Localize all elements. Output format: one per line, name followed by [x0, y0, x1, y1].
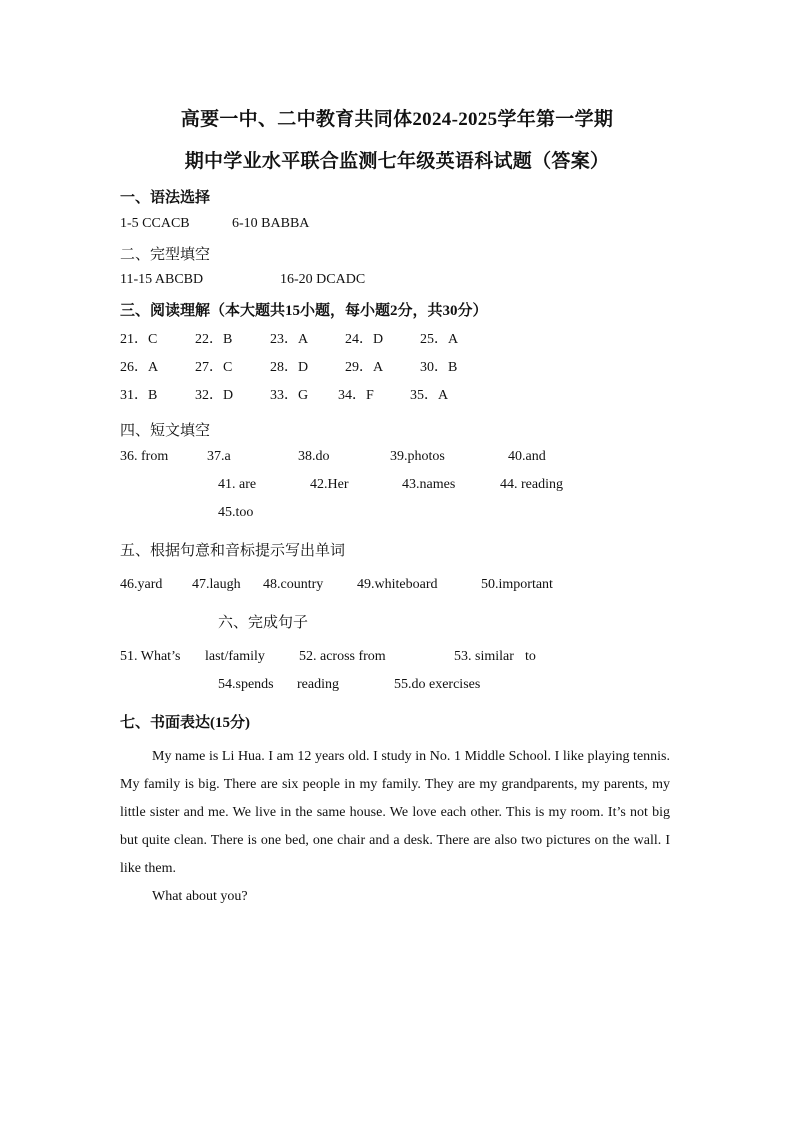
answer-item: 34．F: [338, 388, 374, 403]
answer-item: reading: [297, 677, 339, 692]
answer-group: 11-15 ABCBD: [120, 272, 204, 287]
answer-item: 49.whiteboard: [357, 577, 438, 592]
section-3-heading: 三、阅读理解（本大题共15小题，每小题2分，共30分）: [120, 303, 488, 319]
answer-item: 53. similar: [454, 649, 514, 664]
answer-item: 23．A: [270, 332, 309, 347]
answer-item: 39.photos: [390, 449, 445, 464]
answer-item: 38.do: [298, 449, 330, 464]
answer-item: 26．A: [120, 360, 159, 375]
answer-item: 32．D: [195, 388, 234, 403]
answer-item: 47.laugh: [192, 577, 241, 592]
answer-item: 42.Her: [310, 477, 349, 492]
section-4-heading: 四、短文填空: [120, 423, 211, 439]
answer-item: 36. from: [120, 449, 169, 464]
answer-item: 48.country: [263, 577, 324, 592]
section-6-heading: 六、完成句子: [218, 615, 309, 631]
answer-group: 1-5 CCACB: [120, 216, 190, 231]
answer-item: 41. are: [218, 477, 257, 492]
section-2-heading: 二、完型填空: [120, 247, 211, 263]
answer-group: 6-10 BABBA: [232, 216, 310, 231]
essay-paragraph: My name is Li Hua. I am 12 years old. I study in No. 1 Middle School. I like playing tennis. My family is big. There are six people in my family. They are my grandparents, my parents, my little sister and me. We live in the same house. We love each other. This is my room. It’s not big but quite clean. There is one bed, one chair and a desk. There are also two pictures on the wall. I like them.: [120, 749, 670, 876]
answer-item: 46.yard: [120, 577, 163, 592]
section-1-heading: 一、语法选择: [120, 190, 211, 206]
document-title-line-1: 高要一中、二中教育共同体2024-2025学年第一学期: [180, 109, 614, 130]
answer-item: 52. across from: [299, 649, 386, 664]
answer-group: 16-20 DCADC: [280, 272, 366, 287]
answer-item: to: [525, 649, 536, 664]
answer-item: 31．B: [120, 388, 158, 403]
answer-item: last/family: [205, 649, 265, 664]
answer-item: 35．A: [410, 388, 449, 403]
answer-item: 55.do exercises: [394, 677, 481, 692]
answer-item: 29．A: [345, 360, 384, 375]
answer-item: 25．A: [420, 332, 459, 347]
answer-item: 37.a: [207, 449, 231, 464]
answer-item: 54.spends: [218, 677, 274, 692]
answer-item: 51. What’s: [120, 649, 181, 664]
answer-item: 22．B: [195, 332, 233, 347]
answer-item: 24．D: [345, 332, 384, 347]
section-5-heading: 五、根据句意和音标提示写出单词: [120, 543, 346, 559]
answer-item: 21．C: [120, 332, 158, 347]
answer-item: 50.important: [481, 577, 553, 592]
answer-item: 30．B: [420, 360, 458, 375]
answer-item: 45.too: [218, 505, 254, 520]
answer-item: 28．D: [270, 360, 309, 375]
answer-item: 27．C: [195, 360, 233, 375]
document-title-line-2: 期中学业水平联合监测七年级英语科试题（答案）: [184, 151, 610, 172]
answer-item: 44. reading: [500, 477, 563, 492]
answer-item: 43.names: [402, 477, 456, 492]
section-7-heading: 七、书面表达(15分): [120, 715, 250, 731]
answer-item: 40.and: [508, 449, 546, 464]
essay-closing: What about you?: [152, 889, 248, 904]
answer-item: 33．G: [270, 388, 309, 403]
